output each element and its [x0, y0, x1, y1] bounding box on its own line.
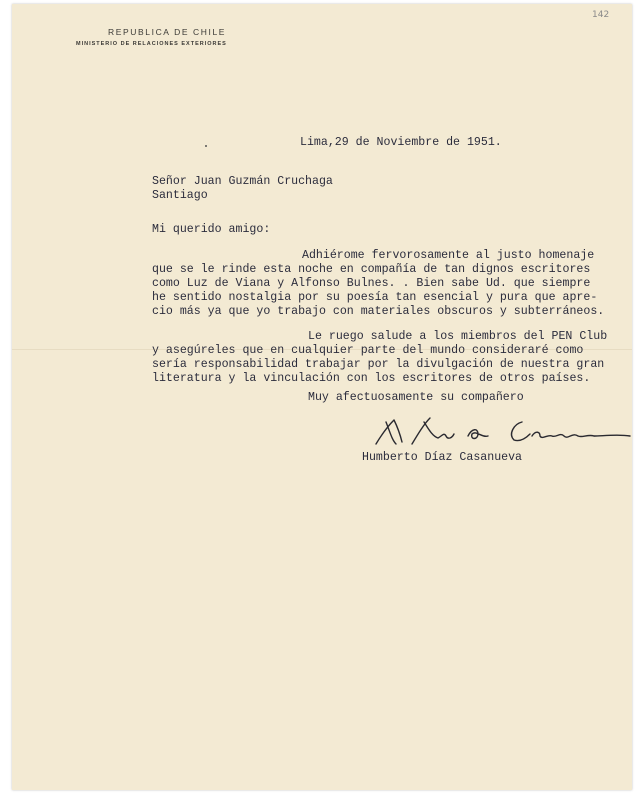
letterhead-ministry: MINISTERIO DE RELACIONES EXTERIORES [76, 41, 227, 47]
archive-page-number: 142 [592, 10, 610, 20]
ink-dot [205, 145, 207, 147]
paragraph1-line: como Luz de Viana y Alfonso Bulnes. . Bien sabe Ud. que siempre [152, 277, 591, 290]
signature-name: Humberto Díaz Casanueva [362, 451, 523, 464]
place-date: Lima,29 de Noviembre de 1951. [300, 136, 502, 149]
letter-paper [12, 4, 632, 790]
paragraph1-line: he sentido nostalgia por su poesía tan esencial y pura que apre- [152, 291, 598, 304]
salutation: Mi querido amigo: [152, 223, 271, 236]
recipient-name: Señor Juan Guzmán Cruchaga [152, 175, 333, 188]
handwritten-signature [372, 414, 632, 450]
paragraph2-line: literatura y la vinculación con los escritores de otros países. [152, 372, 591, 385]
paragraph1-line: que se le rinde esta noche en compañía de tan dignos escritores [152, 263, 591, 276]
paragraph1-line: cio más ya que yo trabajo con materiales obscuros y subterráneos. [152, 305, 605, 318]
paragraph1-line: Adhiérome fervorosamente al justo homenaje [302, 249, 595, 262]
closing: Muy afectuosamente su compañero [308, 391, 524, 404]
paragraph2-line: Le ruego salude a los miembros del PEN Club [308, 330, 608, 343]
paragraph2-line: sería responsabilidad trabajar por la divulgación de nuestra gran [152, 358, 605, 371]
recipient-city: Santiago [152, 189, 208, 202]
paragraph2-line: y asegúreles que en cualquier parte del mundo consideraré como [152, 344, 584, 357]
letterhead-country: REPUBLICA DE CHILE [108, 27, 227, 37]
